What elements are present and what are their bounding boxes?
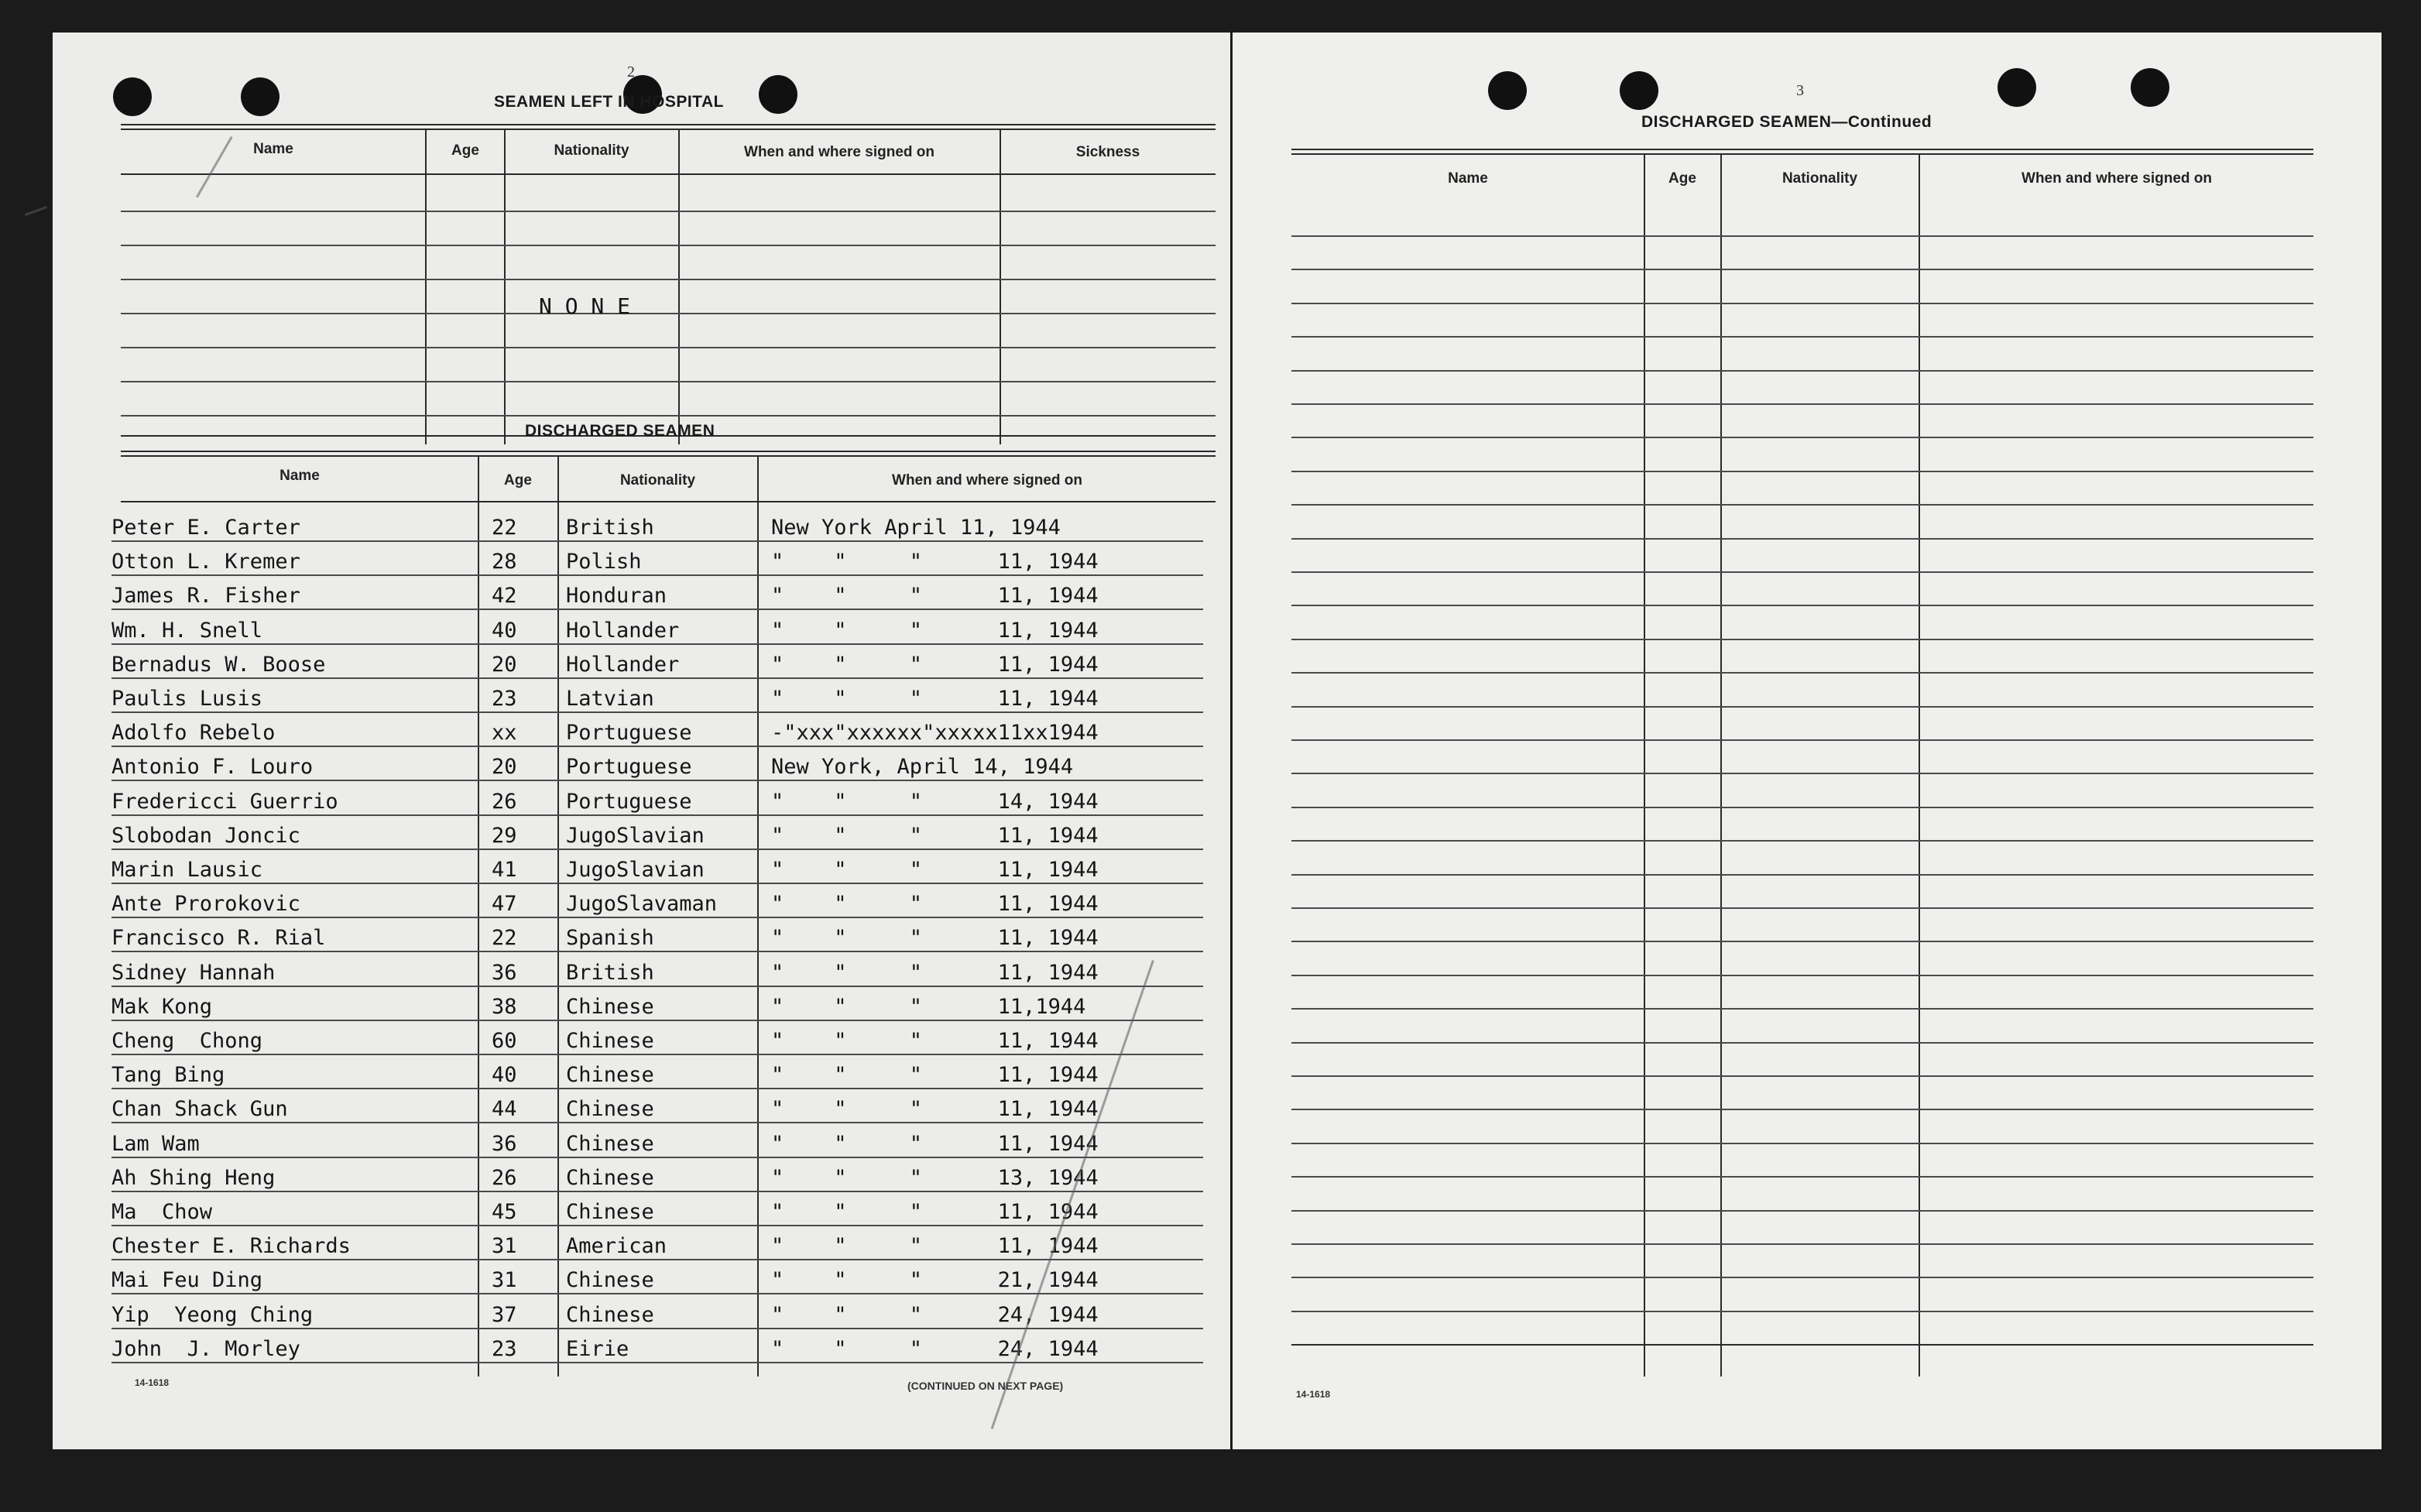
seaman-name: Ma Chow bbox=[111, 1200, 213, 1224]
seaman-name: Cheng Chong bbox=[111, 1029, 263, 1053]
row-rule bbox=[111, 1122, 1203, 1123]
discharged-header-nationality: Nationality bbox=[619, 472, 696, 489]
seaman-signed-on: " " " 11, 1944 bbox=[771, 584, 1099, 608]
seaman-name: Mak Kong bbox=[111, 995, 213, 1019]
ruled-line bbox=[1291, 773, 2313, 774]
seaman-signed-on: " " " 11, 1944 bbox=[771, 1234, 1099, 1258]
seaman-age: 28 bbox=[492, 550, 517, 574]
row-rule bbox=[111, 849, 1203, 850]
row-rule bbox=[111, 780, 1203, 781]
seaman-name: Ante Prorokovic bbox=[111, 892, 300, 916]
seaman-nationality: Chinese bbox=[566, 995, 654, 1019]
row-rule bbox=[111, 1191, 1203, 1192]
seaman-age: 29 bbox=[492, 824, 517, 848]
seaman-age: 44 bbox=[492, 1097, 517, 1121]
seaman-age: 31 bbox=[492, 1234, 517, 1258]
seaman-signed-on: " " " 11, 1944 bbox=[771, 926, 1099, 950]
seaman-age: 40 bbox=[492, 1063, 517, 1087]
ruled-line bbox=[1291, 941, 2313, 942]
punch-hole bbox=[2131, 68, 2169, 107]
seaman-nationality: JugoSlavian bbox=[566, 824, 705, 848]
ruled-line bbox=[1291, 235, 2313, 237]
seaman-age: 36 bbox=[492, 1132, 517, 1156]
discharged-title: DISCHARGED SEAMEN bbox=[525, 422, 715, 440]
row-rule bbox=[111, 746, 1203, 747]
ruled-line bbox=[1291, 1075, 2313, 1077]
row-rule bbox=[111, 1088, 1203, 1089]
seaman-name: Ah Shing Heng bbox=[111, 1166, 276, 1190]
ruled-line bbox=[1291, 269, 2313, 270]
form-number: 14-1618 bbox=[1296, 1389, 1331, 1400]
seaman-signed-on: " " " 11, 1944 bbox=[771, 892, 1099, 916]
seaman-name: Wm. H. Snell bbox=[111, 619, 263, 643]
hospital-header-sickness: Sickness bbox=[1075, 144, 1140, 160]
ruled-line bbox=[1291, 605, 2313, 606]
discharged-header-age: Age bbox=[504, 472, 532, 489]
row-rule bbox=[111, 1328, 1203, 1329]
ruled-line bbox=[1291, 706, 2313, 708]
ruled-line bbox=[1291, 1008, 2313, 1010]
seaman-signed-on: " " " 11, 1944 bbox=[771, 687, 1099, 711]
seaman-signed-on: -"xxx"xxxxxx"xxxxx11xx1944 bbox=[771, 721, 1099, 745]
ruled-line bbox=[1291, 672, 2313, 674]
seaman-name: Bernadus W. Boose bbox=[111, 653, 326, 677]
seaman-signed-on: " " " 11, 1944 bbox=[771, 1063, 1099, 1087]
row-rule bbox=[111, 540, 1203, 542]
ruled-line bbox=[1291, 975, 2313, 976]
seaman-nationality: Portuguese bbox=[566, 721, 692, 745]
row-rule bbox=[111, 1362, 1203, 1363]
seaman-signed-on: " " " 11, 1944 bbox=[771, 1097, 1099, 1121]
seaman-signed-on: " " " 14, 1944 bbox=[771, 790, 1099, 814]
page-number: 2 bbox=[627, 63, 635, 81]
seaman-signed-on: " " " 11, 1944 bbox=[771, 1132, 1099, 1156]
seaman-signed-on: " " " 11, 1944 bbox=[771, 858, 1099, 882]
seaman-nationality: JugoSlavian bbox=[566, 858, 705, 882]
seaman-signed-on: " " " 11, 1944 bbox=[771, 1200, 1099, 1224]
seaman-age: 26 bbox=[492, 1166, 517, 1190]
hospital-title: SEAMEN LEFT IN HOSPITAL bbox=[494, 93, 724, 111]
hospital-header-signed: When and where signed on bbox=[744, 144, 934, 160]
seaman-age: 23 bbox=[492, 687, 517, 711]
seaman-nationality: American bbox=[566, 1234, 667, 1258]
seaman-nationality: Chinese bbox=[566, 1268, 654, 1292]
seaman-age: 22 bbox=[492, 516, 517, 540]
seaman-age: 45 bbox=[492, 1200, 517, 1224]
seaman-signed-on: " " " 11, 1944 bbox=[771, 653, 1099, 677]
ruled-line bbox=[1291, 1143, 2313, 1144]
continued-title: DISCHARGED SEAMEN—Continued bbox=[1641, 113, 1932, 131]
seaman-name: Chan Shack Gun bbox=[111, 1097, 288, 1121]
ruled-line bbox=[1291, 907, 2313, 909]
paper-crease bbox=[25, 206, 47, 216]
ruled-line bbox=[1291, 437, 2313, 438]
seaman-name: Tang Bing bbox=[111, 1063, 225, 1087]
discharged-header-signed: When and where signed on bbox=[892, 472, 1082, 489]
ruled-line bbox=[1291, 504, 2313, 506]
row-rule bbox=[111, 1157, 1203, 1158]
ruled-line bbox=[1291, 403, 2313, 405]
seaman-signed-on: " " " 11, 1944 bbox=[771, 1029, 1099, 1053]
seaman-age: 47 bbox=[492, 892, 517, 916]
seaman-signed-on: " " " 11, 1944 bbox=[771, 550, 1099, 574]
continued-header-signed: When and where signed on bbox=[2022, 170, 2212, 187]
seaman-signed-on: " " " 21, 1944 bbox=[771, 1268, 1099, 1292]
seaman-signed-on: " " " 11,1944 bbox=[771, 995, 1086, 1019]
seaman-age: 26 bbox=[492, 790, 517, 814]
seaman-name: Mai Feu Ding bbox=[111, 1268, 263, 1292]
seaman-signed-on: " " " 11, 1944 bbox=[771, 961, 1099, 985]
seaman-age: 40 bbox=[492, 619, 517, 643]
row-rule bbox=[111, 609, 1203, 610]
hospital-header-nationality: Nationality bbox=[554, 142, 629, 159]
seaman-nationality: British bbox=[566, 516, 654, 540]
seaman-signed-on: " " " 24, 1944 bbox=[771, 1303, 1099, 1327]
continued-note: (CONTINUED ON NEXT PAGE) bbox=[907, 1380, 1064, 1392]
seaman-nationality: Chinese bbox=[566, 1063, 654, 1087]
seaman-age: 20 bbox=[492, 755, 517, 779]
seaman-age: 38 bbox=[492, 995, 517, 1019]
seaman-nationality: Eirie bbox=[566, 1337, 629, 1361]
row-rule bbox=[111, 814, 1203, 816]
punch-hole bbox=[113, 77, 152, 116]
seaman-nationality: JugoSlavaman bbox=[566, 892, 718, 916]
ruled-line bbox=[1291, 1109, 2313, 1110]
seaman-age: 31 bbox=[492, 1268, 517, 1292]
seaman-name: Otton L. Kremer bbox=[111, 550, 300, 574]
hospital-header-age: Age bbox=[451, 142, 479, 159]
seaman-signed-on: " " " 11, 1944 bbox=[771, 824, 1099, 848]
seaman-signed-on: " " " 11, 1944 bbox=[771, 619, 1099, 643]
row-rule bbox=[111, 917, 1203, 918]
seaman-nationality: Hollander bbox=[566, 653, 680, 677]
seaman-name: Sidney Hannah bbox=[111, 961, 276, 985]
seaman-name: Adolfo Rebelo bbox=[111, 721, 276, 745]
ruled-line bbox=[1291, 1176, 2313, 1178]
seaman-age: 22 bbox=[492, 926, 517, 950]
ruled-line bbox=[1291, 370, 2313, 372]
hospital-none-entry: N O N E bbox=[539, 293, 631, 319]
discharged-header-name: Name bbox=[279, 468, 320, 484]
seaman-name: Chester E. Richards bbox=[111, 1234, 351, 1258]
seaman-name: Antonio F. Louro bbox=[111, 755, 314, 779]
seaman-name: Fredericci Guerrio bbox=[111, 790, 338, 814]
punch-hole bbox=[1997, 68, 2036, 107]
left-page bbox=[53, 33, 1230, 1449]
seaman-nationality: Latvian bbox=[566, 687, 654, 711]
ruled-line bbox=[1291, 1344, 2313, 1346]
seaman-age: 41 bbox=[492, 858, 517, 882]
seaman-nationality: Polish bbox=[566, 550, 642, 574]
row-rule bbox=[111, 1020, 1203, 1021]
continued-header-age: Age bbox=[1668, 170, 1696, 187]
seaman-name: Paulis Lusis bbox=[111, 687, 263, 711]
ruled-line bbox=[1291, 471, 2313, 472]
row-rule bbox=[111, 711, 1203, 713]
seaman-age: 23 bbox=[492, 1337, 517, 1361]
seaman-signed-on: New York April 11, 1944 bbox=[771, 516, 1061, 540]
row-rule bbox=[111, 1259, 1203, 1260]
seaman-nationality: Spanish bbox=[566, 926, 654, 950]
seaman-name: Marin Lausic bbox=[111, 858, 263, 882]
seaman-age: 37 bbox=[492, 1303, 517, 1327]
seaman-signed-on: New York, April 14, 1944 bbox=[771, 755, 1074, 779]
ruled-line bbox=[1291, 538, 2313, 540]
ruled-line bbox=[1291, 303, 2313, 304]
seaman-name: Lam Wam bbox=[111, 1132, 200, 1156]
seaman-name: Slobodan Joncic bbox=[111, 824, 300, 848]
seaman-nationality: Chinese bbox=[566, 1132, 654, 1156]
seaman-name: Yip Yeong Ching bbox=[111, 1303, 314, 1327]
row-rule bbox=[111, 1225, 1203, 1226]
ruled-line bbox=[1291, 1277, 2313, 1278]
seaman-nationality: Portuguese bbox=[566, 755, 692, 779]
seaman-nationality: Chinese bbox=[566, 1166, 654, 1190]
ruled-line bbox=[1291, 639, 2313, 640]
seaman-nationality: Honduran bbox=[566, 584, 667, 608]
punch-hole bbox=[1620, 71, 1658, 110]
seaman-nationality: Chinese bbox=[566, 1303, 654, 1327]
ruled-line bbox=[1291, 840, 2313, 842]
seaman-signed-on: " " " 13, 1944 bbox=[771, 1166, 1099, 1190]
seaman-name: John J. Morley bbox=[111, 1337, 300, 1361]
right-page bbox=[1233, 33, 2382, 1449]
ruled-line bbox=[1291, 739, 2313, 741]
seaman-age: 36 bbox=[492, 961, 517, 985]
ruled-line bbox=[1291, 1210, 2313, 1212]
ruled-line bbox=[1291, 1311, 2313, 1312]
form-number: 14-1618 bbox=[135, 1377, 170, 1388]
page-number: 3 bbox=[1796, 82, 1804, 99]
seaman-name: Francisco R. Rial bbox=[111, 926, 326, 950]
continued-header-nationality: Nationality bbox=[1781, 170, 1858, 187]
seaman-age: 42 bbox=[492, 584, 517, 608]
ruled-line bbox=[1291, 1042, 2313, 1044]
seaman-age: 20 bbox=[492, 653, 517, 677]
ruled-line bbox=[1291, 874, 2313, 876]
seaman-nationality: Chinese bbox=[566, 1029, 654, 1053]
ruled-line bbox=[1291, 571, 2313, 573]
row-rule bbox=[111, 951, 1203, 952]
punch-hole bbox=[759, 75, 797, 114]
seaman-age: xx bbox=[492, 721, 517, 745]
seaman-age: 60 bbox=[492, 1029, 517, 1053]
row-rule bbox=[111, 574, 1203, 576]
ruled-line bbox=[1291, 1243, 2313, 1245]
row-rule bbox=[111, 643, 1203, 645]
punch-hole bbox=[1488, 71, 1527, 110]
seaman-name: James R. Fisher bbox=[111, 584, 300, 608]
punch-hole bbox=[241, 77, 279, 116]
row-rule bbox=[111, 1054, 1203, 1055]
seaman-nationality: Portuguese bbox=[566, 790, 692, 814]
seaman-nationality: British bbox=[566, 961, 654, 985]
ruled-line bbox=[1291, 336, 2313, 338]
continued-header-name: Name bbox=[1448, 170, 1488, 187]
seaman-name: Peter E. Carter bbox=[111, 516, 300, 540]
ruled-line bbox=[1291, 807, 2313, 808]
row-rule bbox=[111, 986, 1203, 987]
seaman-nationality: Hollander bbox=[566, 619, 680, 643]
row-rule bbox=[111, 677, 1203, 679]
seaman-nationality: Chinese bbox=[566, 1200, 654, 1224]
seaman-nationality: Chinese bbox=[566, 1097, 654, 1121]
seaman-signed-on: " " " 24, 1944 bbox=[771, 1337, 1099, 1361]
row-rule bbox=[111, 883, 1203, 884]
hospital-header-name: Name bbox=[253, 141, 293, 157]
